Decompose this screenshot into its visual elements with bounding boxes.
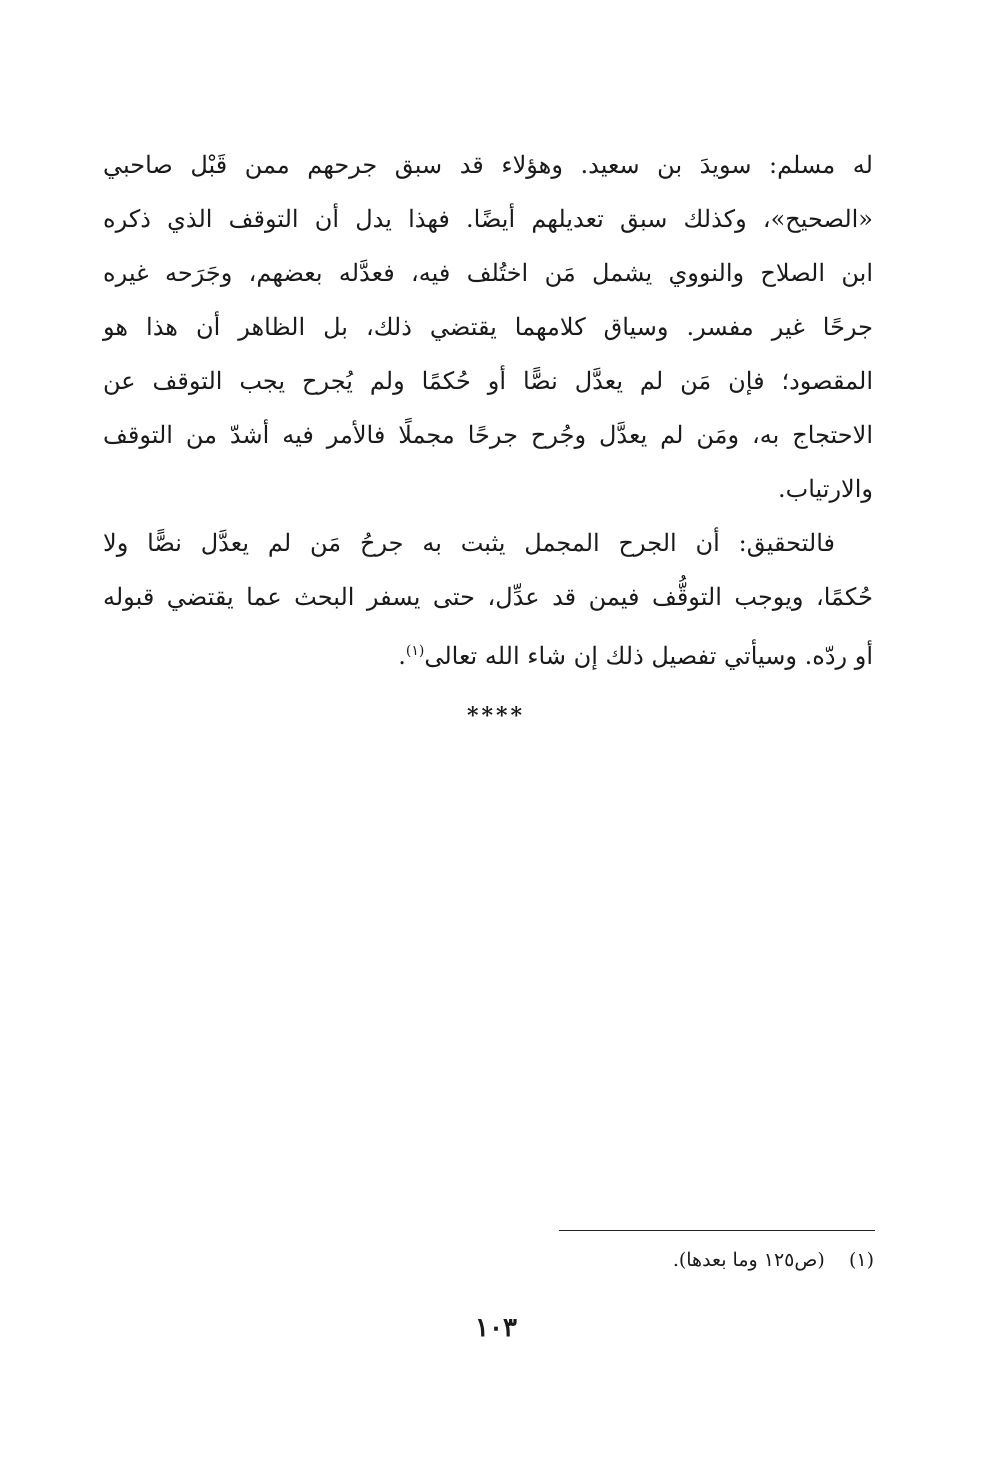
text-segment: أو ردّه. وسيأتي تفصيل ذلك إن شاء الله تعالى [424, 642, 873, 670]
footnote-reference[interactable]: (١) [405, 643, 425, 659]
paragraph-1 [103, 138, 873, 516]
text-line-with-footnote [103, 624, 873, 678]
sentence-end: . [398, 642, 406, 670]
footnote-marker: (١) [848, 1249, 874, 1271]
text-line: المقصود؛ فإن مَن لم يعدَّل نصًّا أو حُكمًا ولم يُجرح يجب التوقف عن [103, 367, 873, 395]
text-line: حُكمًا، ويوجب التوقُّف فيمن قد عدِّل، حتى يسفر البحث عما يقتضي قبوله [103, 583, 873, 611]
text-line: جرحًا غير مفسر. وسياق كلامهما يقتضي ذلك، بل الظاهر أن هذا هو [103, 313, 873, 341]
text-line: الاحتجاج به، ومَن لم يعدَّل وجُرح جرحًا مجملًا فالأمر فيه أشدّ من التوقف [103, 421, 873, 449]
text-line: له مسلم: سويدَ بن سعيد. وهؤلاء قد سبق جرحهم ممن قَبْل صاحبي [103, 151, 873, 179]
text-line: والارتياب. [778, 475, 873, 503]
footnote-divider [559, 1230, 875, 1231]
page-number: ١٠٣ [475, 1313, 517, 1343]
footnote [673, 1249, 874, 1271]
footnote-text: (ص١٢٥ وما بعدها). [672, 1249, 825, 1271]
main-text [103, 138, 873, 678]
text-line: «الصحيح»، وكذلك سبق تعديلهم أيضًا. فهذا يدل أن التوقف الذي ذكره [103, 205, 873, 233]
paragraph-2 [103, 516, 873, 678]
text-line: فالتحقيق: أن الجرح المجمل يثبت به جرحُ مَن لم يعدَّل نصًّا ولا [103, 529, 835, 557]
text-line: ابن الصلاح والنووي يشمل مَن اختُلف فيه، فعدَّله بعضهم، وجَرَحه غيره [103, 259, 873, 287]
section-separator: **** [466, 703, 526, 729]
